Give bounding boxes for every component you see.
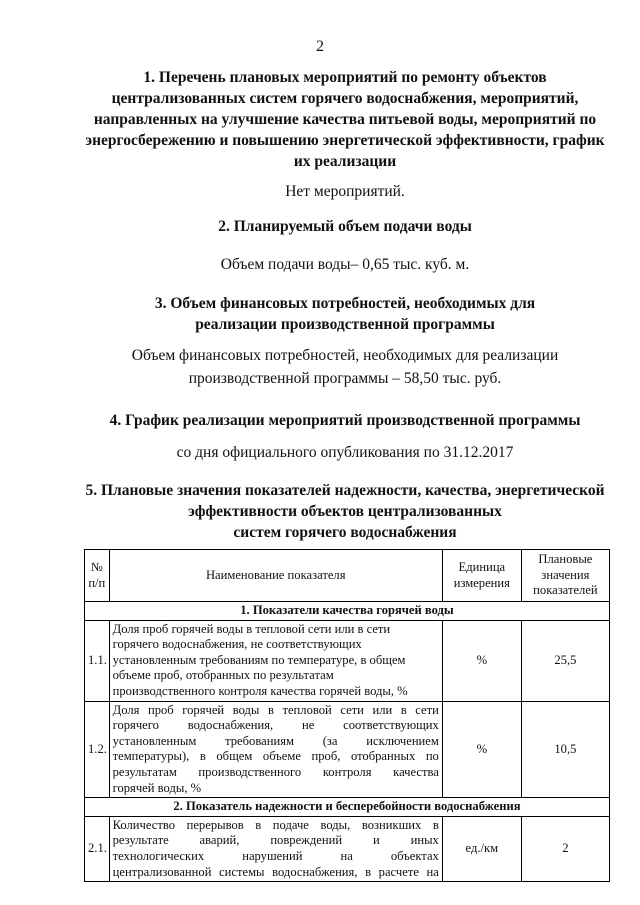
section-2-heading [80, 216, 610, 237]
heading-line: 5. Плановые значения показателей надежности, качества, энергетической [85, 482, 605, 499]
header-unit: Единица измерения [442, 550, 521, 602]
section-4-body [80, 441, 610, 464]
plan-value: 25,5 [521, 620, 609, 701]
body-line: со дня официального опубликования по 31.12.2017 [176, 444, 514, 461]
heading-line: эффективности объектов централизованных [188, 503, 502, 520]
table-row [85, 701, 610, 798]
heading-line: централизованных систем горячего водоснабжения, мероприятий, [111, 90, 579, 107]
group-title: 2. Показатель надежности и бесперебойности водоснабжения [85, 798, 610, 817]
table-group-row [85, 798, 610, 817]
section-5-heading [80, 480, 610, 543]
heading-line: 1. Перечень плановых мероприятий по ремонту объектов [143, 69, 547, 86]
row-number: 2.1. [85, 816, 110, 881]
table-header-row [85, 550, 610, 602]
plan-value: 2 [521, 816, 609, 881]
section-1-body [80, 180, 610, 203]
unit-cell: % [442, 620, 521, 701]
body-line: Объем финансовых потребностей, необходимых для реализации [131, 347, 559, 364]
section-1-heading [80, 67, 610, 172]
heading-line: энергосбережению и повышению энергетической эффективности, график [85, 132, 605, 149]
heading-line: 3. Объем финансовых потребностей, необходимых для [154, 295, 536, 312]
indicators-table [84, 549, 610, 882]
plan-value: 10,5 [521, 701, 609, 798]
indicator-name: Доля проб горячей воды в тепловой сети или в сети горячего водоснабжения, не соответствующих установленным требованиям (за исключением температуры), в общем объеме проб, отобранных по результатам производственного контроля качества горячей воды, % [109, 701, 442, 798]
row-number: 1.1. [85, 620, 110, 701]
section-4-heading [80, 410, 610, 431]
unit-cell: % [442, 701, 521, 798]
row-number: 1.2. [85, 701, 110, 798]
section-3-heading [80, 293, 610, 335]
indicator-name: Доля проб горячей воды в тепловой сети или в сети горячего водоснабжения, не соответствующих установленным требованиям по температуре, в общем объеме проб, отобранных по результатам производственного контроля качества горячей воды, % [109, 620, 442, 701]
table-row [85, 620, 610, 701]
unit-cell: ед./км [442, 816, 521, 881]
heading-line: реализации производственной программы [195, 316, 495, 333]
header-no: № п/п [85, 550, 110, 602]
body-line: Нет мероприятий. [285, 183, 405, 200]
group-title: 1. Показатели качества горячей воды [85, 602, 610, 621]
table-row [85, 816, 610, 881]
heading-line: направленных на улучшение качества питьевой воды, мероприятий по [93, 111, 597, 128]
page-number: 2 [316, 38, 324, 55]
heading-line: систем горячего водоснабжения [233, 524, 457, 541]
body-line: Объем подачи воды– 0,65 тыс. куб. м. [220, 256, 470, 273]
heading-line: 4. График реализации мероприятий производственной программы [109, 412, 581, 429]
body-line: производственной программы – 58,50 тыс. руб. [188, 370, 502, 387]
header-name: Наименование показателя [109, 550, 442, 602]
table-group-row [85, 602, 610, 621]
section-2-body [80, 253, 610, 276]
heading-line: 2. Планируемый объем подачи воды [218, 218, 472, 235]
header-plan: Плановые значения показателей [521, 550, 609, 602]
section-3-body [80, 344, 610, 390]
heading-line: их реализации [293, 153, 397, 170]
indicator-name: Количество перерывов в подаче воды, возникших в результате аварий, повреждений и иных технологических нарушений на объектах централизованной системы водоснабжения, в расчете на [109, 816, 442, 881]
